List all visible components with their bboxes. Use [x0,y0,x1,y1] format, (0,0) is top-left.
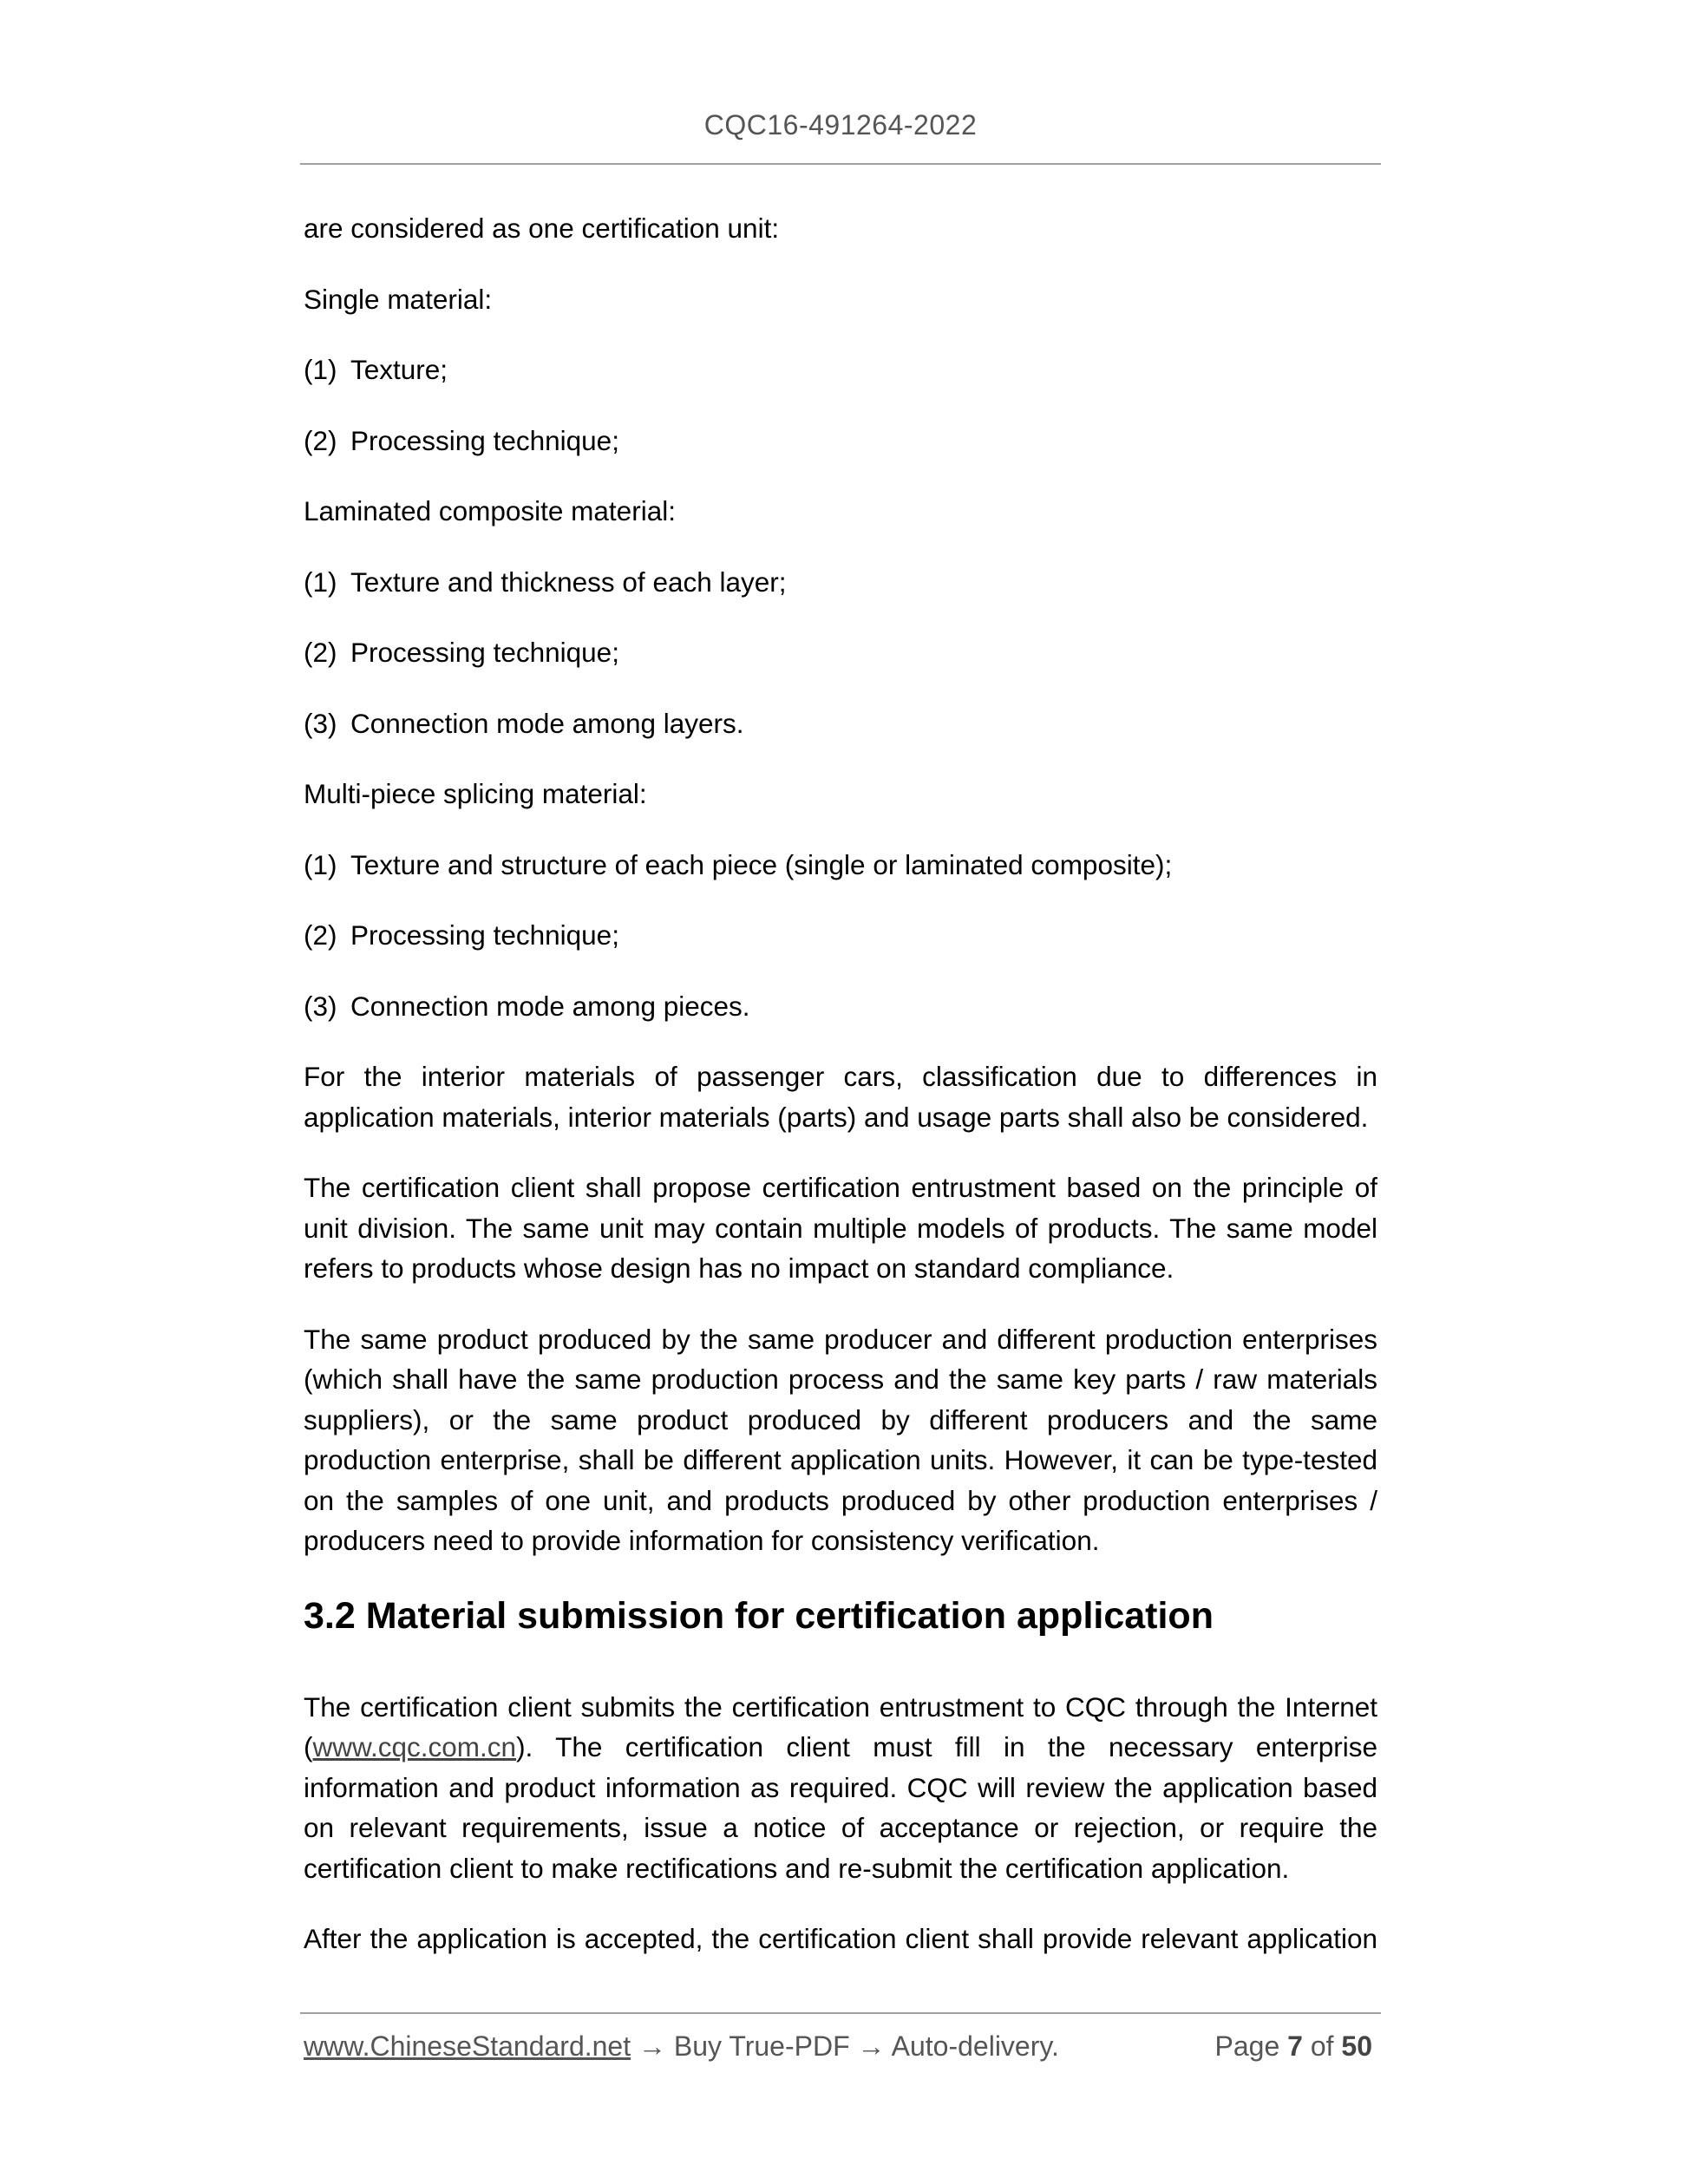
section-heading: 3.2 Material submission for certification application [304,1594,1214,1637]
list-item [304,845,1377,886]
document-code-header: CQC16-491264-2022 [703,109,978,141]
list-item-text: Connection mode among layers. [350,707,744,739]
page-label: Page [1214,2030,1280,2062]
total-pages-number: 50 [1341,2030,1372,2062]
list-item-number: (2) [304,637,337,668]
submission-paragraph [304,1687,1377,1889]
footer-promo [304,2030,1059,2063]
list-item-number: (1) [304,354,337,385]
footer-promo-text: → Buy True-PDF → Auto-delivery. [631,2030,1059,2062]
list-item-text: Texture and thickness of each layer; [350,566,787,598]
list-item [304,703,1377,744]
list-item [304,986,1377,1027]
list-item [304,421,1377,461]
list-item [304,632,1377,673]
list-item [304,350,1377,390]
header-divider [300,163,1381,165]
list-item-text: Texture and structure of each piece (single or laminated composite); [350,848,1173,880]
footer-divider [300,2012,1381,2014]
intro-line: are considered as one certification unit: [304,213,780,244]
page-footer [304,2030,1381,2063]
list-item-number: (1) [304,848,337,880]
list-item [304,915,1377,956]
list-item-number: (3) [304,707,337,739]
list-item-text: Processing technique; [350,919,619,951]
current-page-number: 7 [1287,2030,1303,2062]
list-item-number: (3) [304,990,337,1022]
cqc-website-link[interactable]: www.cqc.com.cn [312,1731,517,1762]
after-acceptance-paragraph: After the application is accepted, the certification client shall provide relevant application [304,1923,1377,1954]
multipiece-material-title: Multi-piece splicing material: [304,778,647,809]
passenger-cars-paragraph: For the interior materials of passenger cars, classification due to differences in application materials, interior materials (parts) and usage parts shall also be considered. [304,1061,1377,1133]
list-item-number: (2) [304,424,337,456]
list-item-number: (2) [304,919,337,951]
list-item-text: Processing technique; [350,424,619,456]
page-indicator [1215,2030,1372,2063]
chinesestandard-link[interactable]: www.ChineseStandard.net [304,2030,631,2062]
list-item-text: Connection mode among pieces. [350,990,750,1022]
list-item-text: Texture; [350,354,448,385]
laminated-material-title: Laminated composite material: [304,495,676,526]
submission-text-start: The certification client submits the certification entrustment to CQC through the Internet ( [304,1690,1377,1762]
page-of-label: of [1310,2030,1334,2062]
document-body [304,208,1377,1990]
list-item-number: (1) [304,566,337,598]
single-material-title: Single material: [304,283,493,315]
same-product-paragraph: The same product produced by the same producer and different production enterprises (which shall have the same production process and the same key parts / raw materials suppliers), or the same product produced by different producers and the same production enterprise, shall be different application units. However, it can be type-tested on the samples of one unit, and products produced by other production enterprises / producers need to provide information for consistency verification. [304,1323,1377,1556]
list-item-text: Processing technique; [350,637,619,668]
list-item [304,562,1377,603]
submission-text-end: ). The certification client must fill in the necessary enterprise information and product information as required. CQC will review the application based on relevant requirements, issue a notice of acceptance or rejection, or require the certification client to make rectifications and re-submit the certification application. [304,1731,1377,1884]
certification-client-paragraph: The certification client shall propose certification entrustment based on the principle of unit division. The same unit may contain multiple models of products. The same model refers to products whose design has no impact on standard compliance. [304,1172,1377,1284]
